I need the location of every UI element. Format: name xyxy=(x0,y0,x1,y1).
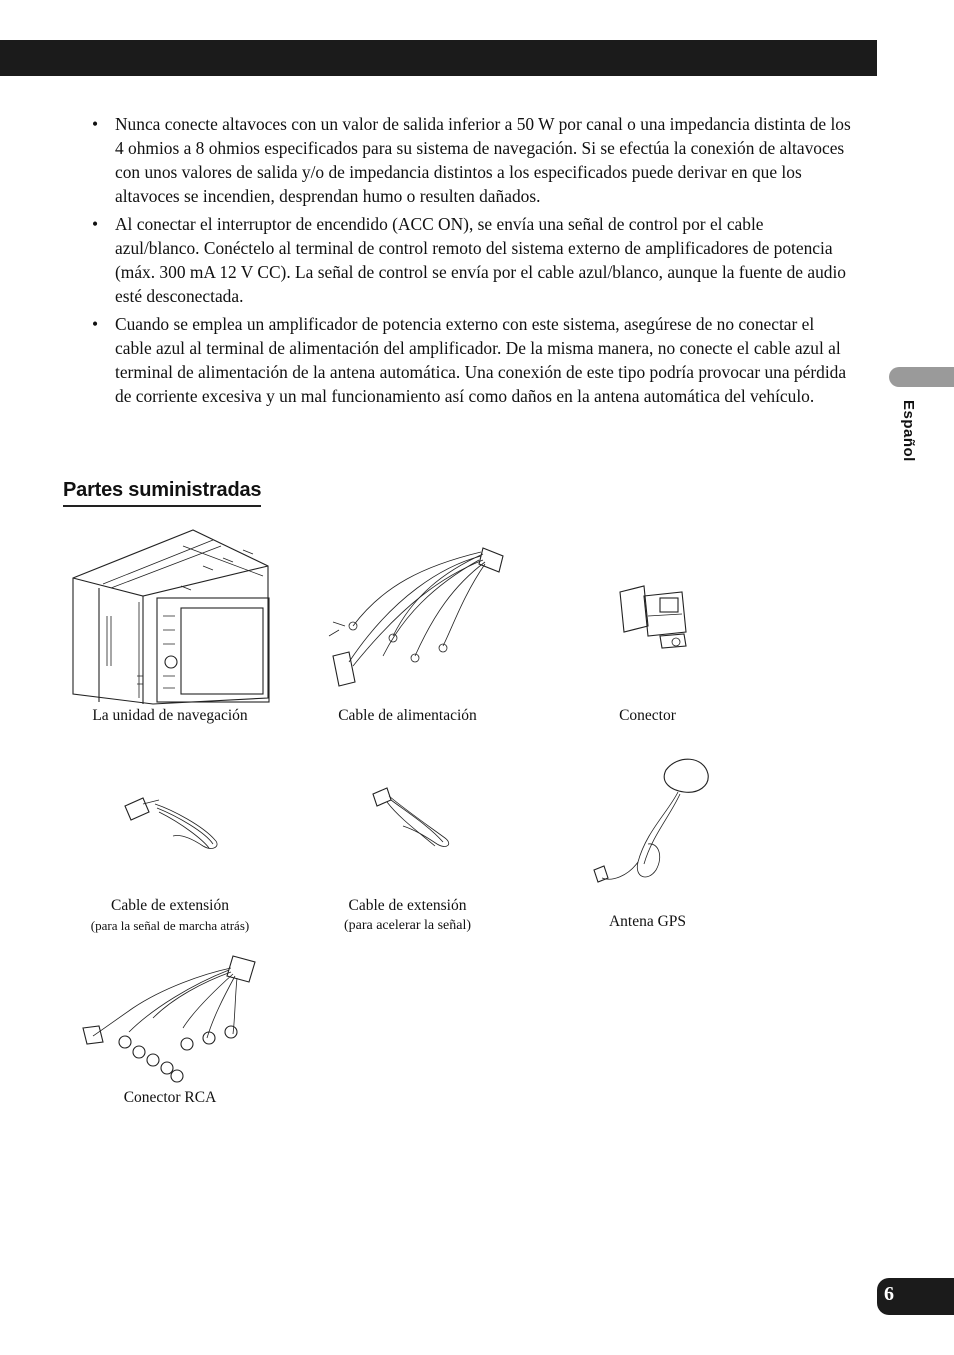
gps-antenna-illustration xyxy=(548,752,748,912)
part-sublabel: (para la señal de marcha atrás) xyxy=(90,918,250,933)
bullet-icon: • xyxy=(92,314,99,334)
power-cable-illustration xyxy=(303,526,513,706)
list-item xyxy=(92,112,852,208)
part-label: Antena GPS xyxy=(608,913,687,930)
connector-illustration xyxy=(548,526,748,706)
part-gps-antenna xyxy=(545,752,750,932)
part-label: Conector xyxy=(619,707,676,724)
part-ext-reverse xyxy=(60,756,280,936)
bullet-icon: • xyxy=(92,214,99,234)
section-heading: Partes suministradas xyxy=(63,479,261,507)
list-item xyxy=(92,212,852,308)
part-label: Cable de extensión xyxy=(111,897,229,914)
extension-cable-reverse-illustration xyxy=(63,756,278,896)
list-item xyxy=(92,312,852,408)
part-sublabel: (para acelerar la señal) xyxy=(343,918,472,933)
part-label: La unidad de navegación xyxy=(92,707,248,724)
list-item-text: Nunca conecte altavoces con un valor de salida inferior a 50 W por canal o una impedancia distinta de los 4 ohmios a 8 ohmios especificados para su sistema de navegación. Si se efectúa la conexión de altavoces con unos valores de salida y/o de impedancia distintos a los especificados puede derivar en que los altavoces se incendien, desprendan humo o resulten dañados. xyxy=(115,114,851,206)
part-power-cable xyxy=(300,526,515,726)
page-number: 6 xyxy=(884,1283,894,1305)
part-nav-unit xyxy=(60,526,280,726)
bullet-icon: • xyxy=(92,114,99,134)
part-connector xyxy=(545,526,750,726)
navigation-unit-illustration xyxy=(63,526,278,706)
rca-connector-illustration xyxy=(63,948,278,1088)
part-label: Cable de alimentación xyxy=(338,707,477,724)
part-rca-connector xyxy=(60,948,280,1108)
part-ext-speed xyxy=(300,756,515,936)
language-tab-label: Español xyxy=(900,400,917,462)
warning-list xyxy=(92,112,852,412)
part-label: Conector RCA xyxy=(123,1089,217,1106)
list-item-text: Al conectar el interruptor de encendido (ACC ON), se envía una señal de control por el cable azul/blanco. Conéctelo al terminal de control remoto del sistema externo de amplificadores de potencia (máx. 300 mA 12 V CC). La señal de control se envía por el cable azul/blanco, aunque la fuente de audio esté desconectada. xyxy=(115,214,846,306)
language-tab xyxy=(889,367,954,387)
list-item-text: Cuando se emplea un amplificador de potencia externo con este sistema, asegúrese de no conectar el cable azul al terminal de alimentación del amplificador. De la misma manera, no conecte el cable azul al terminal de alimentación de la antena automática. Una conexión de este tipo podría provocar una pérdida de corriente excesiva y un mal funcionamiento así como daños en la antena automática del vehículo. xyxy=(115,314,847,406)
part-label: Cable de extensión xyxy=(348,897,467,914)
header-bar xyxy=(0,40,877,76)
extension-cable-speed-illustration xyxy=(303,756,513,896)
